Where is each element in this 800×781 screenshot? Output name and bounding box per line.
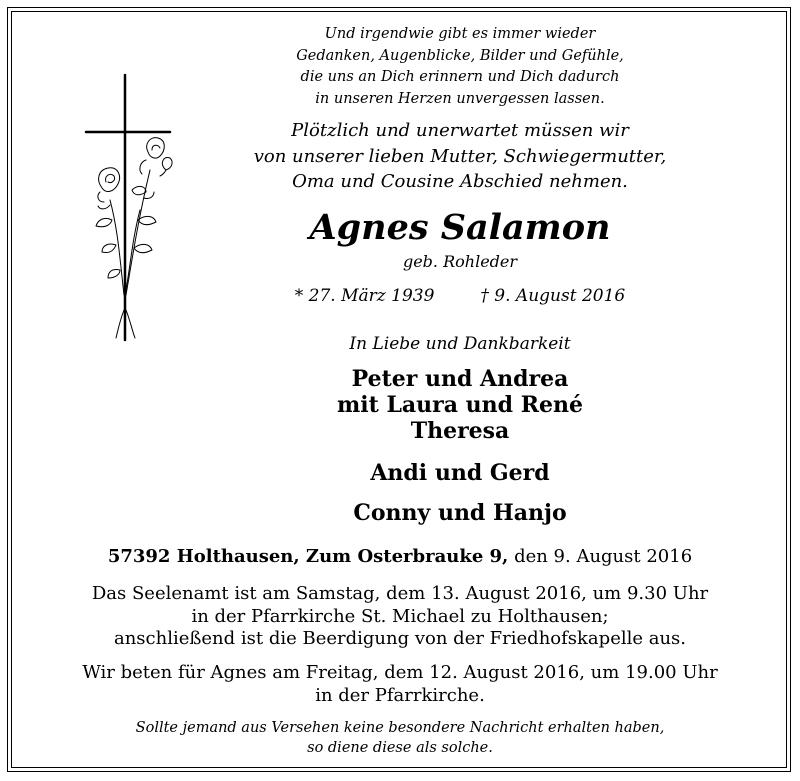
- poem-line: die uns an Dich erinnern und Dich dadurch: [300, 69, 620, 85]
- notice-line: so diene diese als solche.: [307, 740, 493, 756]
- prayer-line: Wir beten für Agnes am Freitag, dem 12. August 2016, um 19.00 Uhr: [82, 662, 718, 683]
- prayer-line: in der Pfarrkirche.: [315, 684, 485, 706]
- intro-text: [60, 118, 800, 195]
- family-line: mit Laura und René: [337, 392, 583, 418]
- death-date: † 9. August 2016: [480, 286, 626, 306]
- family-line: Theresa: [410, 418, 510, 444]
- notice-date: den 9. August 2016: [514, 546, 693, 567]
- maiden-name: geb. Rohleder: [402, 252, 518, 271]
- service-line: in der Pfarrkirche St. Michael zu Holthausen;: [191, 605, 609, 627]
- life-dates: [60, 285, 800, 307]
- birth-date: * 27. März 1939: [294, 286, 435, 306]
- family-group: [60, 366, 800, 444]
- poem-line: Und irgendwie gibt es immer wieder: [324, 26, 596, 42]
- closing-notice: [0, 718, 800, 758]
- notice-line: Sollte jemand aus Versehen keine besondere Nachricht erhalten haben,: [135, 720, 665, 736]
- poem: [60, 24, 800, 110]
- address: 57392 Holthausen, Zum Osterbrauke 9,: [107, 546, 509, 567]
- deceased-name: Agnes Salamon: [309, 207, 611, 248]
- address-line: [0, 545, 800, 569]
- poem-line: in unseren Herzen unvergessen lassen.: [315, 90, 605, 107]
- gratitude-line: In Liebe und Dankbarkeit: [349, 334, 571, 354]
- service-line: Das Seelenamt ist am Samstag, dem 13. August 2016, um 9.30 Uhr: [91, 583, 709, 604]
- service-line: anschließend ist die Beerdigung von der Friedhofskapelle aus.: [113, 628, 687, 649]
- intro-line: von unserer lieben Mutter, Schwiegermutter,: [253, 145, 667, 167]
- poem-line: Gedanken, Augenblicke, Bilder und Gefühle,: [296, 47, 624, 64]
- family-line: Peter und Andrea: [351, 366, 569, 392]
- intro-line: Plötzlich und unerwartet müssen wir: [291, 120, 629, 141]
- prayer-info: [0, 662, 800, 707]
- family-group: Conny und Hanjo: [353, 500, 567, 526]
- family-group: Andi und Gerd: [370, 460, 550, 486]
- intro-line: Oma und Cousine Abschied nehmen.: [292, 171, 628, 192]
- service-info: [0, 583, 800, 651]
